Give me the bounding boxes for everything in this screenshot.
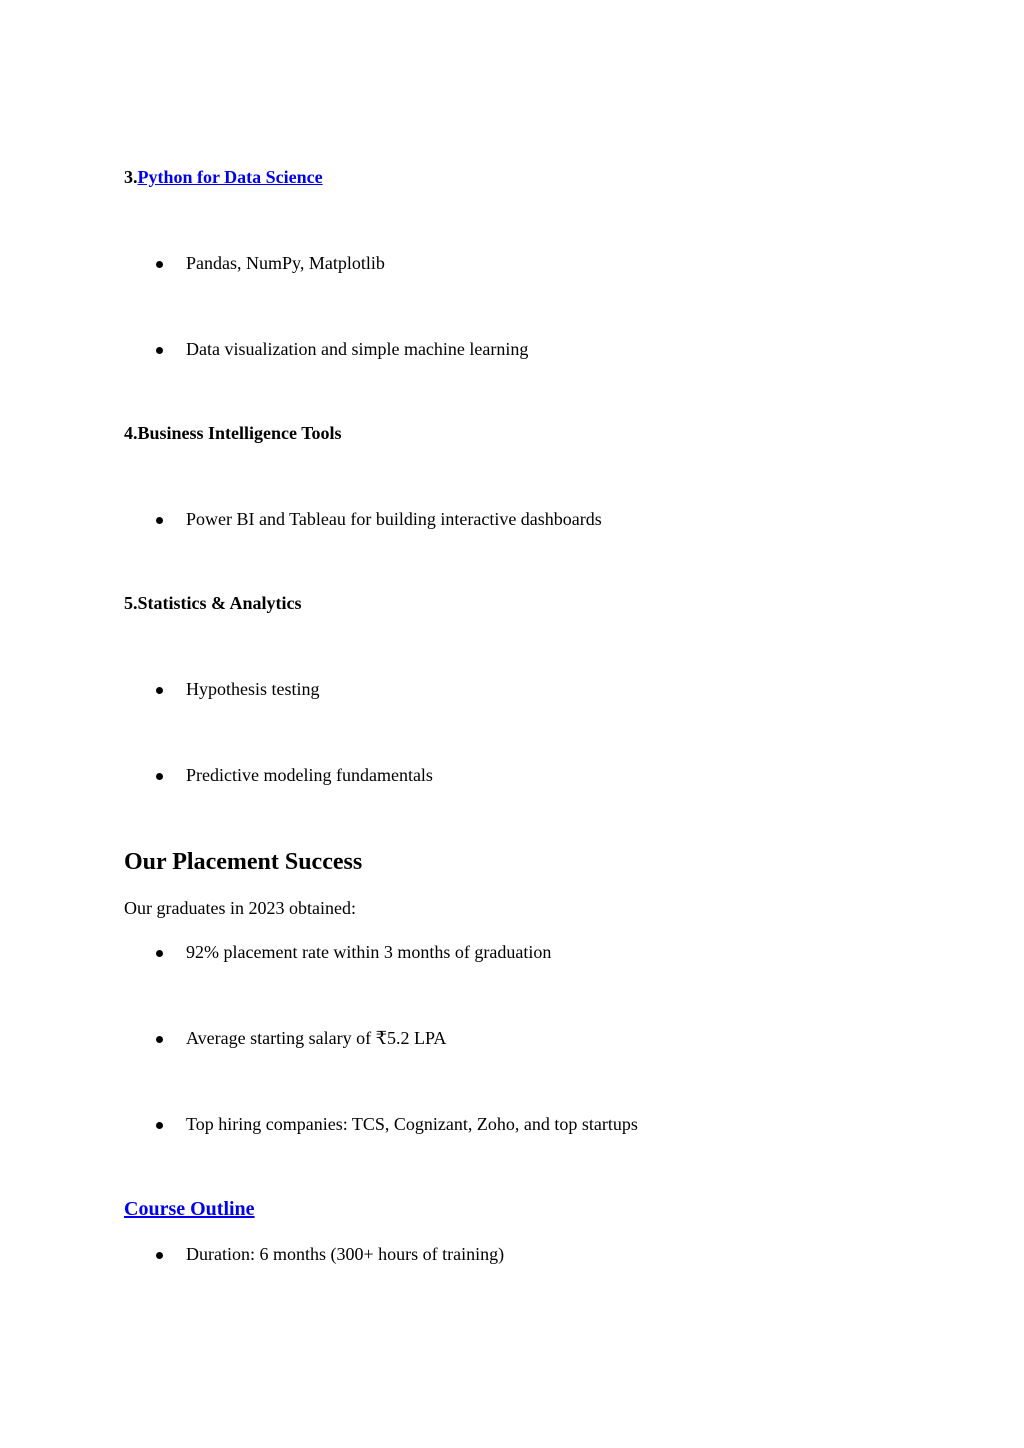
section-5-number: 5. xyxy=(124,593,138,613)
bullet-icon xyxy=(156,1122,163,1129)
course-outline-bullet-1: Duration: 6 months (300+ hours of training) xyxy=(186,1244,505,1264)
bullet-icon xyxy=(156,950,163,957)
bullet-icon xyxy=(156,517,163,524)
bullet-icon xyxy=(156,773,163,780)
section-5-bullet-1: Hypothesis testing xyxy=(186,679,320,699)
bullet-icon xyxy=(156,261,163,268)
section-5-title: Statistics & Analytics xyxy=(137,593,302,613)
section-5-bullet-2: Predictive modeling fundamentals xyxy=(186,765,433,785)
section-3-bullet-1: Pandas, NumPy, Matplotlib xyxy=(186,253,385,273)
placement-intro: Our graduates in 2023 obtained: xyxy=(124,898,356,918)
placement-bullet-2: Average starting salary of ₹5.2 LPA xyxy=(186,1028,447,1048)
section-4-bullet-1: Power BI and Tableau for building interactive dashboards xyxy=(186,509,602,529)
section-4-heading xyxy=(124,422,342,444)
placement-bullet-3: Top hiring companies: TCS, Cognizant, Zoho, and top startups xyxy=(186,1114,638,1134)
python-for-data-science-link[interactable]: Python for Data Science xyxy=(137,167,323,187)
section-3-number: 3. xyxy=(124,167,138,187)
course-outline-link[interactable]: Course Outline xyxy=(124,1198,255,1220)
placement-heading: Our Placement Success xyxy=(124,849,363,875)
bullet-icon xyxy=(156,687,163,694)
bullet-icon xyxy=(156,347,163,354)
bullet-icon xyxy=(156,1252,163,1259)
placement-bullet-1: 92% placement rate within 3 months of graduation xyxy=(186,942,552,962)
section-5-heading xyxy=(124,592,302,614)
bullet-icon xyxy=(156,1036,163,1043)
section-4-number: 4. xyxy=(124,423,138,443)
section-3-heading xyxy=(124,166,323,188)
section-4-title: Business Intelligence Tools xyxy=(137,423,342,443)
section-3-bullet-2: Data visualization and simple machine learning xyxy=(186,339,529,359)
